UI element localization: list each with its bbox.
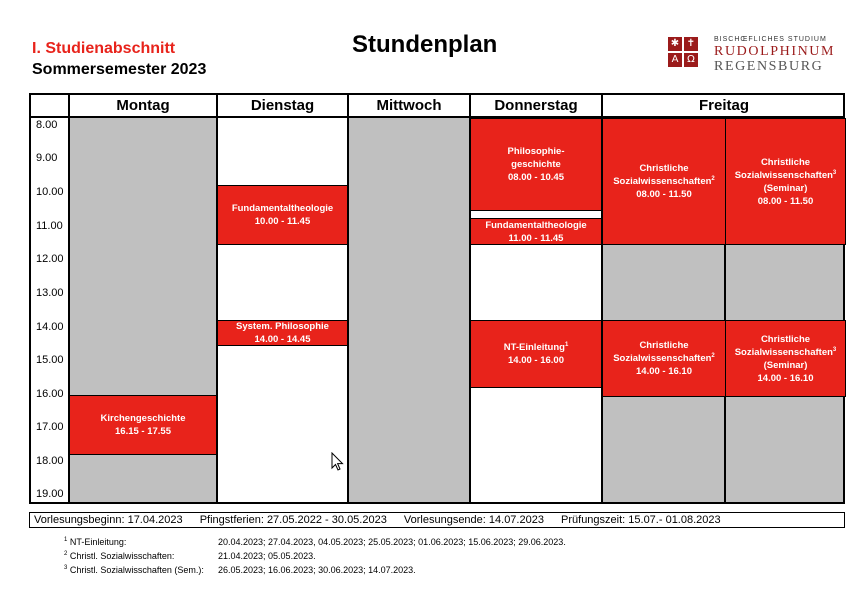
course-christliche-sozialwissenschaften-seminar[interactable]: [725, 320, 846, 397]
course-name: Fundamentaltheologie: [485, 219, 587, 231]
footnote-1-dates: 20.04.2023; 27.04.2023, 04.05.2023; 25.05.2023; 01.06.2023; 15.06.2023; 29.06.2023.: [218, 537, 566, 547]
course-nt-einleitung[interactable]: [470, 320, 602, 388]
course-extra: (Seminar): [763, 359, 808, 371]
day-header-freitag: Freitag: [698, 97, 749, 114]
course-time: 08.00 - 10.45: [508, 172, 564, 183]
course-time: 14.00 - 16.00: [508, 355, 564, 366]
course-christliche-sozialwissenschaften[interactable]: [602, 118, 726, 245]
course-name: Christliche: [760, 156, 811, 168]
time-label: 15.00: [36, 354, 64, 366]
mouse-cursor-icon: [331, 452, 345, 472]
time-label: 12.00: [36, 253, 64, 265]
course-extra: (Seminar): [763, 182, 808, 194]
alpha-icon: Α: [668, 53, 682, 67]
page-title: Stundenplan: [352, 31, 498, 58]
course-name: Fundamentaltheologie: [231, 203, 334, 214]
course-time: 08.00 - 11.50: [757, 195, 814, 207]
time-label: 11.00: [36, 220, 63, 232]
column-divider: [347, 93, 349, 504]
time-label: 16.00: [36, 388, 64, 400]
course-fundamentaltheologie[interactable]: [470, 218, 602, 245]
pentecost-break: Pfingstferien: 27.05.2022 - 30.05.2023: [199, 514, 387, 526]
course-christliche-sozialwissenschaften-seminar[interactable]: [725, 118, 846, 245]
course-fundamentaltheologie[interactable]: [217, 185, 348, 245]
lecture-end: Vorlesungsende: 14.07.2023: [403, 514, 544, 526]
time-label: 18.00: [36, 455, 64, 467]
footnote-2-label: $^2$ Christl. Sozialwisschaften:: [64, 551, 175, 561]
course-name: Christliche: [639, 340, 689, 351]
footnote-ref: 3: [832, 169, 837, 176]
semester-label: Sommersemester 2023: [32, 61, 207, 78]
semester-dates-bar: [29, 512, 845, 528]
cross-icon: ✝: [684, 37, 698, 51]
course-name: Kirchengeschichte: [100, 413, 186, 424]
day-header-mittwoch: Mittwoch: [376, 97, 442, 114]
course-name: Philosophie-: [507, 146, 565, 157]
course-name: Sozialwissenschaften: [613, 176, 712, 187]
course-name: Christliche: [639, 163, 689, 174]
day-header-donnerstag: Donnerstag: [494, 97, 578, 114]
omega-icon: Ω: [684, 53, 698, 67]
course-name: geschichte: [511, 159, 561, 170]
time-label: 14.00: [36, 321, 64, 333]
course-kirchengeschichte[interactable]: [69, 395, 217, 455]
course-name: Christliche: [760, 333, 811, 345]
course-name: NT-Einleitung: [503, 342, 565, 353]
course-name: System. Philosophie: [236, 321, 329, 332]
logo-line-3: REGENSBURG: [714, 59, 824, 74]
time-label: 10.00: [36, 186, 64, 198]
course-time: 16.15 - 17.55: [115, 426, 171, 437]
footnote-1-label: $^1$ NT-Einleitung:: [64, 537, 127, 547]
course-time: 11.00 - 11.45: [508, 232, 564, 244]
course-time: 08.00 - 11.50: [636, 189, 692, 200]
course-system-philosophie[interactable]: [217, 320, 348, 346]
time-label: 9.00: [36, 152, 58, 164]
sun-icon: ✱: [668, 37, 682, 51]
logo-line-2: RUDOLPHINUM: [714, 44, 836, 59]
section-label: I. Studienabschnitt: [32, 40, 176, 57]
course-name: Sozialwissenschaften: [734, 346, 833, 358]
course-time: 14.00 - 16.10: [636, 366, 692, 377]
footnote-3-label: $^3$ Christl. Sozialwisschaften (Sem.):: [64, 565, 204, 575]
footnote-2-dates: 21.04.2023; 05.05.2023.: [218, 551, 316, 561]
course-time: 10.00 - 11.45: [254, 216, 311, 227]
footnote-ref: 1: [564, 341, 569, 348]
footnote-3-dates: 26.05.2023; 16.06.2023; 30.06.2023; 14.07.2023.: [218, 565, 416, 575]
course-name: Sozialwissenschaften: [613, 353, 712, 364]
logo-line-1: BISCHŒFLICHES STUDIUM: [714, 36, 827, 43]
course-time: 14.00 - 14.45: [254, 334, 311, 345]
lecture-start: Vorlesungsbeginn: 17.04.2023: [34, 514, 183, 526]
time-label: 17.00: [36, 421, 64, 433]
day-header-dienstag: Dienstag: [250, 97, 315, 114]
time-label: 13.00: [36, 287, 64, 299]
exam-period: Prüfungszeit: 15.07.- 01.08.2023: [561, 514, 721, 526]
course-philosophiegeschichte[interactable]: [470, 118, 602, 211]
footnote-ref: 2: [711, 352, 715, 359]
institution-logo: [668, 36, 838, 76]
footnote-ref: 2: [711, 175, 715, 182]
day-header-montag: Montag: [116, 97, 170, 114]
course-name: Sozialwissenschaften: [734, 169, 833, 181]
time-label: 19.00: [36, 488, 64, 500]
course-christliche-sozialwissenschaften[interactable]: [602, 320, 726, 397]
course-time: 14.00 - 16.10: [757, 372, 814, 384]
time-label: 8.00: [36, 119, 58, 131]
footnote-ref: 3: [832, 346, 837, 353]
